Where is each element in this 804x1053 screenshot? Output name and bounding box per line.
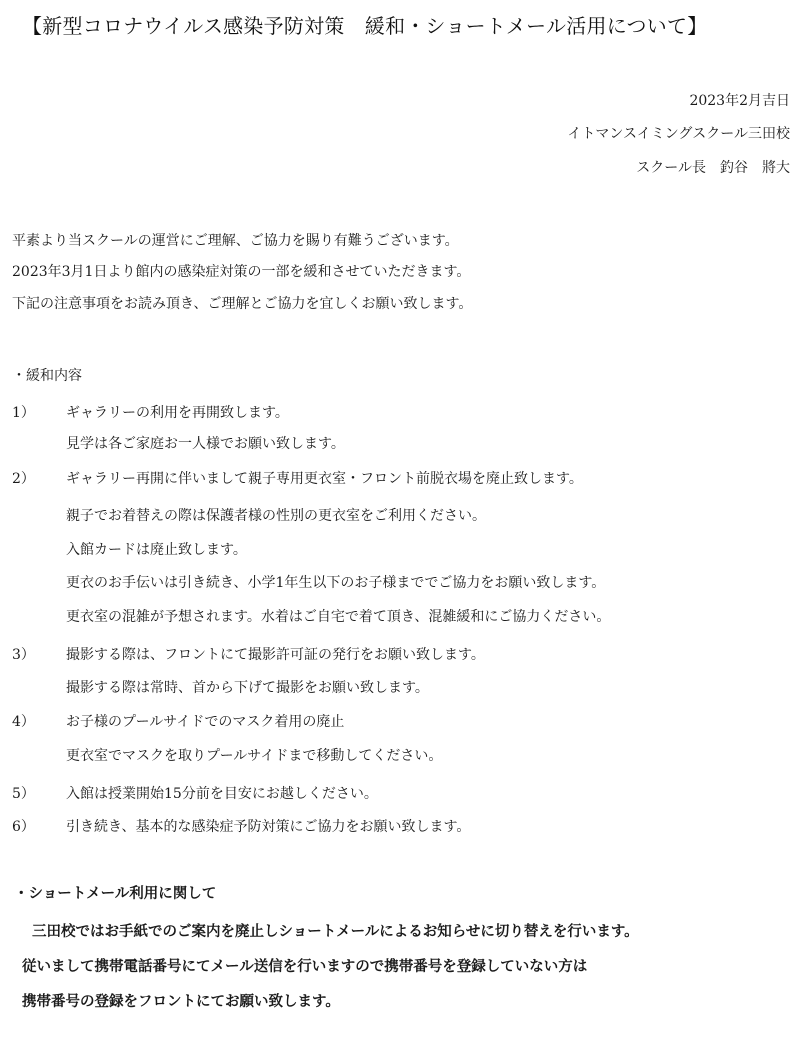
item-line: お子様のプールサイドでのマスク着用の廃止 <box>66 714 345 730</box>
sms-line: 従いまして携帯電話番号にてメール送信を行いますので携帯番号を登録していない方は <box>22 959 588 975</box>
intro-line: 下記の注意事項をお読み頂き、ご理解とご協力を宜しくお願い致します。 <box>12 296 473 312</box>
item-line: 親子でお着替えの際は保護者様の性別の更衣室をご利用ください。 <box>66 508 486 524</box>
sms-line: 三田校ではお手紙でのご案内を廃止しショートメールによるお知らせに切り替えを行います。 <box>32 924 639 940</box>
item-line: 入館は授業開始15分前を目安にお越しください。 <box>66 786 378 802</box>
document-title: 【新型コロナウイルス感染予防対策 緩和・ショートメール活用について】 <box>22 14 708 38</box>
sms-heading: ・ショートメール利用に関して <box>14 886 217 902</box>
item-line: 引き続き、基本的な感染症予防対策にご協力をお願い致します。 <box>66 819 471 835</box>
item-number: 5） <box>12 786 35 802</box>
item-number: 3） <box>12 647 35 663</box>
item-number: 6） <box>12 819 35 835</box>
intro-line: 2023年3月1日より館内の感染症対策の一部を緩和させていただきます。 <box>12 264 471 280</box>
item-line: ギャラリーの利用を再開致します。 <box>66 405 289 421</box>
issue-date: 2023年2月吉日 <box>689 93 790 109</box>
item-number: 4） <box>12 714 35 730</box>
signatory-name: スクール長 釣谷 將大 <box>636 160 790 176</box>
sms-line: 携帯番号の登録をフロントにてお願い致します。 <box>22 994 340 1010</box>
item-number: 1） <box>12 405 35 421</box>
item-line: 更衣室の混雑が予想されます。水着はご自宅で着て頂き、混雑緩和にご協力ください。 <box>66 609 611 625</box>
item-number: 2） <box>12 471 35 487</box>
item-line: 更衣のお手伝いは引き続き、小学1年生以下のお子様まででご協力をお願い致します。 <box>66 575 606 591</box>
item-line: 撮影する際は常時、首から下げて撮影をお願い致します。 <box>66 680 429 696</box>
item-line: 更衣室でマスクを取りプールサイドまで移動してください。 <box>66 748 443 764</box>
item-line: 見学は各ご家庭お一人様でお願い致します。 <box>66 436 345 452</box>
organization-name: イトマンスイミングスクール三田校 <box>567 126 790 142</box>
relaxation-heading: ・緩和内容 <box>12 368 82 384</box>
item-line: 撮影する際は、フロントにて撮影許可証の発行をお願い致します。 <box>66 647 485 663</box>
intro-line: 平素より当スクールの運営にご理解、ご協力を賜り有難うございます。 <box>12 233 459 249</box>
item-line: 入館カードは廃止致します。 <box>66 542 247 558</box>
item-line: ギャラリー再開に伴いまして親子専用更衣室・フロント前脱衣場を廃止致します。 <box>66 471 583 487</box>
